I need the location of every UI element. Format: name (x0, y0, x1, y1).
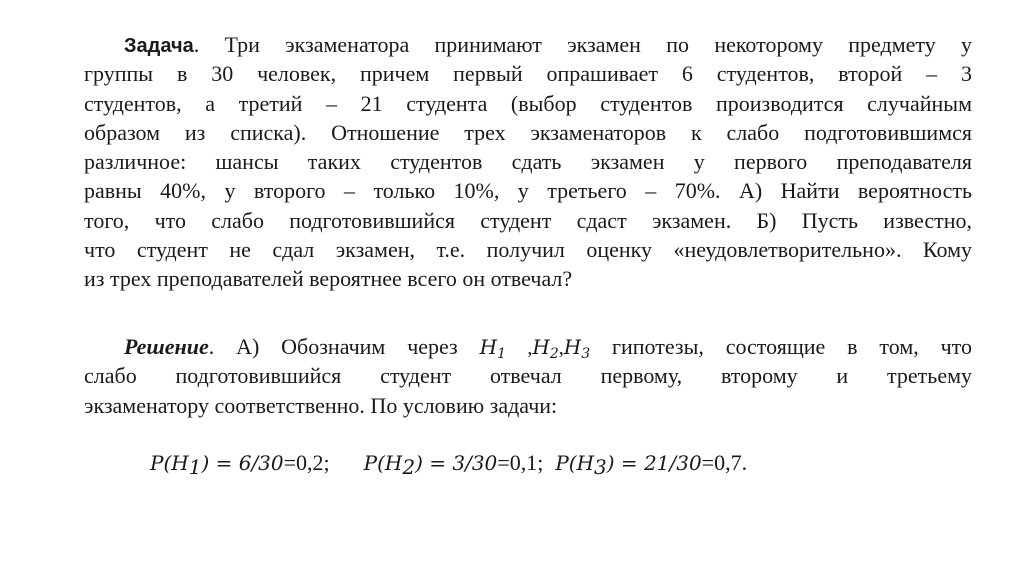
solution-line-2: слабо подготовившийся студент отвечал первому, второму и третьему (84, 363, 972, 389)
problem-line-7: того, что слабо подготовившийся студент сдаст экзамен. Б) Пусть известно, (84, 207, 972, 233)
problem-heading: Задача (124, 35, 194, 57)
problem-line-6: равны 40%, у второго – только 10%, у третьего – 70%. А) Найти вероятность (84, 178, 972, 204)
probability-formula (150, 450, 748, 479)
problem-line-5: различное: шансы таких студентов сдать экзамен у первого преподавателя (84, 149, 972, 175)
problem-line-1: Задача. Три экзаменатора принимают экзамен по некоторому предмету у (124, 32, 972, 57)
hypotheses-list: $H_1$ $,H_2,H_3$ (479, 335, 591, 362)
problem-line-9: из трех преподавателей вероятнее всего он отвечал? (84, 266, 573, 292)
problem-text (84, 30, 972, 294)
problem-line-2: группы в 30 человек, причем первый опрашивает 6 студентов, второй – 3 (84, 61, 972, 87)
formula-p-h3: $P(H_3) = 21/30=0,7$. (555, 450, 748, 479)
problem-line-4: образом из списка). Отношение трех экзаменаторов к слабо подготовившимся (84, 119, 972, 145)
formula-p-h1: $P(H_1) = 6/30=0,2$; (150, 450, 330, 479)
problem-line-8: что студент не сдал экзамен, т.е. получил оценку «неудовлетворительно». Кому (84, 237, 972, 263)
solution-line-1: Решение. А) Обозначим через $H_1$ $,H_2,H_3$ гипотезы, состоящие в том, что (124, 334, 972, 362)
solution-text (84, 332, 972, 420)
problem-line-3: студентов, а третий – 21 студента (выбор студентов производится случайным (84, 90, 972, 116)
formula-p-h2: $P(H_2) = 3/30=0,1$; (363, 450, 544, 479)
solution-heading: Решение (124, 334, 209, 359)
solution-line-3: экзаменатору соответственно. По условию задачи: (84, 392, 558, 418)
